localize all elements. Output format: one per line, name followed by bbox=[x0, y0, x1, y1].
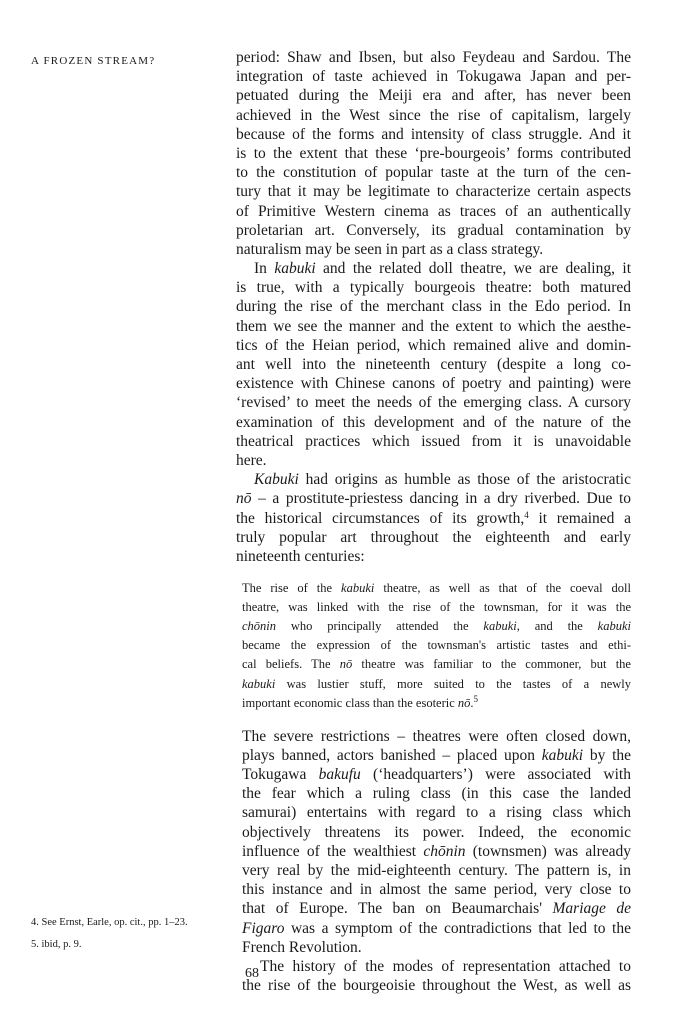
paragraph-1 bbox=[236, 48, 631, 259]
page-number: 68 bbox=[245, 966, 259, 981]
paragraph-5 bbox=[242, 957, 631, 995]
text-line: period: Shaw and Ibsen, but also Feydeau and Sardou. The bbox=[236, 49, 631, 66]
text-line: is true, with a typically bourgeois theatre: both matured bbox=[236, 279, 631, 297]
text-line: theatrical practices which issued from it is unavoidable bbox=[236, 432, 631, 450]
text-line: is to the extent that these ‘pre-bourgeois’ forms contributed bbox=[236, 144, 631, 162]
text-line: naturalism may be seen in part as a class strategy. bbox=[236, 240, 544, 258]
text-line: plays banned, actors banished – placed upon kabuki by the bbox=[242, 746, 632, 764]
text-line: this instance and in almost the same period, very close to bbox=[242, 881, 631, 899]
text-line: nineteenth centuries: bbox=[236, 547, 365, 565]
footnote-ref-5[interactable]: 5 bbox=[473, 693, 479, 704]
text-line: Figaro was a symptom of the contradictions that led to the bbox=[242, 919, 631, 937]
text-line: the rise of the bourgeoisie throughout the West, as well as bbox=[242, 977, 631, 995]
text-line: here. bbox=[236, 451, 267, 469]
quote-line: chōnin who principally attended the kabuki, and the kabuki bbox=[242, 619, 631, 634]
text-line: because of the forms and intensity of class struggle. And it bbox=[236, 125, 631, 143]
paragraph-3 bbox=[236, 470, 631, 566]
text-line: to the constitution of popular taste at the turn of the cen- bbox=[236, 164, 631, 182]
text-line: integration of taste achieved in Tokugawa Japan and per- bbox=[236, 68, 631, 86]
text-line: ‘revised’ to meet the needs of the emerging class. A cursory bbox=[236, 394, 631, 412]
text-line: Tokugawa bakufu (‘headquarters’) were associated with bbox=[242, 766, 631, 784]
quote-line: became the expression of the townsman's artistic tastes and ethi- bbox=[242, 638, 631, 653]
text-line: during the rise of the merchant class in the Edo period. In bbox=[236, 298, 631, 316]
text-line: nō – a prostitute-priestess dancing in a dry riverbed. Due to bbox=[236, 490, 631, 508]
text-line: In kabuki and the related doll theatre, we are dealing, it bbox=[254, 260, 632, 278]
quote-line: The rise of the kabuki theatre, as well as that of the coeval doll bbox=[242, 581, 631, 596]
text-line: that of Europe. The ban on Beaumarchais' Mariage de bbox=[242, 900, 631, 918]
text-line: the historical circumstances of its growth,$^4$ it remained a bbox=[236, 509, 631, 527]
footnotes bbox=[31, 912, 231, 956]
text-line: existence with Chinese canons of poetry and painting) were bbox=[236, 375, 631, 393]
text-line: petuated during the Meiji era and after, has never been bbox=[236, 87, 631, 105]
text-line: them we see the manner and the extent to which the aesthe- bbox=[236, 317, 631, 335]
text-line: very real by the mid-eighteenth century. The pattern is, in bbox=[242, 862, 631, 880]
text-line: truly popular art throughout the eighteenth and early bbox=[236, 528, 631, 546]
text-line: tury that it may be legitimate to characterize certain aspects bbox=[236, 183, 631, 201]
running-head: A FROZEN STREAM? bbox=[31, 55, 156, 67]
text-line: influence of the wealthiest chōnin (townsmen) was already bbox=[242, 842, 631, 860]
footnote-5: 5. ibid, p. 9. bbox=[31, 939, 82, 950]
block-quote bbox=[242, 579, 631, 713]
text-line: samurai) entertains with regard to a rising class which bbox=[242, 804, 631, 822]
text-line: Kabuki had origins as humble as those of the aristocratic bbox=[254, 471, 631, 489]
text-line: objectively threatens its power. Indeed, the economic bbox=[242, 823, 631, 841]
main-text-column bbox=[236, 48, 631, 995]
text-line: the fear which a ruling class (in this case the landed bbox=[242, 785, 631, 803]
quote-line: important economic class than the esoteric nō.$^5$ bbox=[242, 693, 479, 710]
text-line: French Revolution. bbox=[242, 938, 362, 956]
text-line: The history of the modes of representation attached to bbox=[260, 957, 631, 975]
text-line: proletarian art. Conversely, its gradual contamination by bbox=[236, 221, 631, 239]
paragraph-4 bbox=[242, 727, 631, 957]
quote-line: cal beliefs. The nō theatre was familiar to the commoner, but the bbox=[242, 657, 631, 672]
footnote-ref-4[interactable]: 4 bbox=[524, 509, 529, 520]
text-line: The severe restrictions – theatres were often closed down, bbox=[242, 727, 631, 745]
footnote-4: 4. See Ernst, Earle, op. cit., pp. 1–23. bbox=[31, 917, 188, 928]
quote-line: theatre, was linked with the rise of the townsman, for it was the bbox=[242, 600, 631, 615]
text-line: examination of this development and of the nature of the bbox=[236, 413, 631, 431]
quote-line: kabuki was lustier stuff, more suited to the tastes of a newly bbox=[242, 676, 631, 691]
text-line: tics of the Heian period, which remained alive and domin- bbox=[236, 336, 631, 354]
text-line: ant well into the nineteenth century (despite a long co- bbox=[236, 356, 631, 373]
paragraph-2 bbox=[236, 259, 631, 470]
text-line: of Primitive Western cinema as traces of an authentically bbox=[236, 202, 631, 220]
text-line: achieved in the West since the rise of capitalism, largely bbox=[236, 106, 631, 124]
